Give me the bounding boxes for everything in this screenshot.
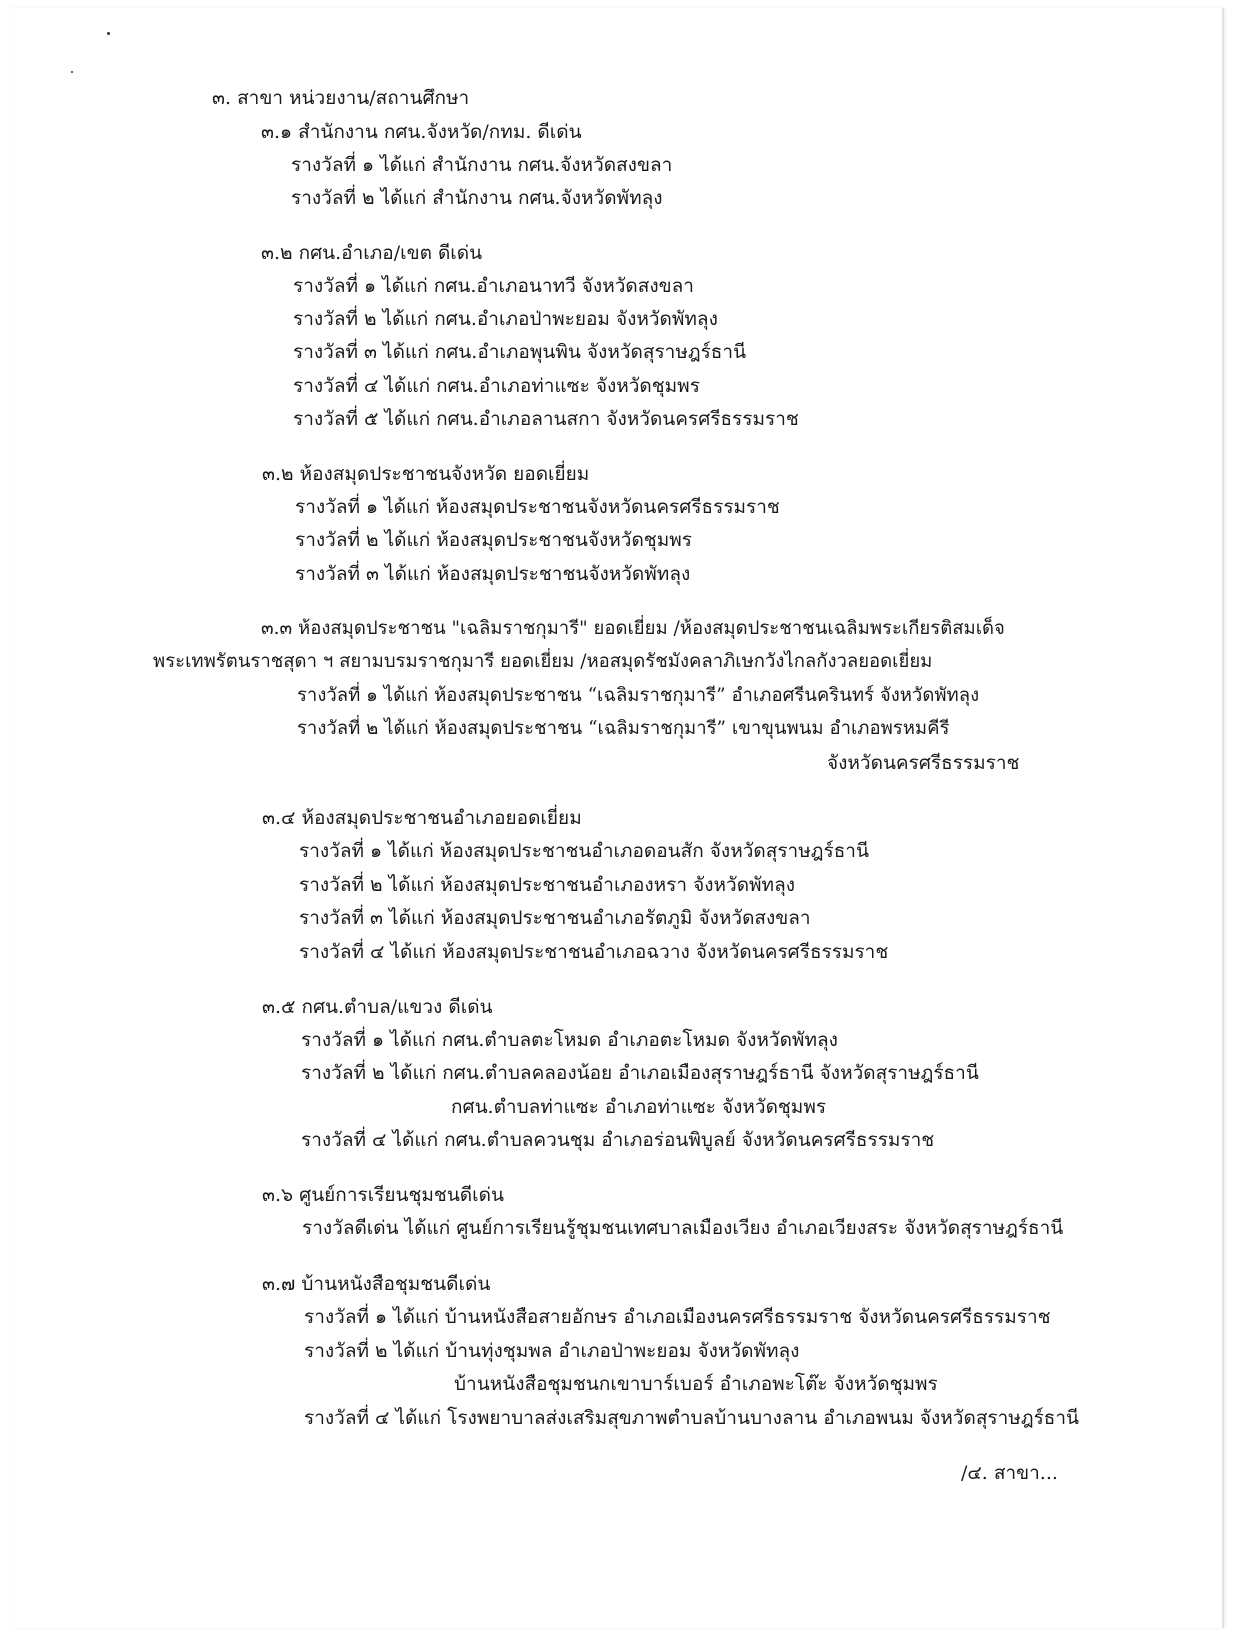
subsection-title: ๓.๒ ห้องสมุดประชาชนจังหวัด ยอดเยี่ยม bbox=[262, 463, 590, 485]
award-line: รางวัลที่ ๔ ได้แก่ กศน.อำเภอท่าแซะ จังหวัดชุมพร bbox=[293, 375, 700, 397]
award-line: รางวัลดีเด่น ได้แก่ ศูนย์การเรียนรู้ชุมชนเทศบาลเมืองเวียง อำเภอเวียงสระ จังหวัดสุราษฎร์ธานี bbox=[302, 1217, 1064, 1239]
page-continuation: /๔. สาขา... bbox=[961, 1462, 1058, 1484]
award-line-cont: บ้านหนังสือชุมชนกเขาบาร์เบอร์ อำเภอพะโต๊ะ จังหวัดชุมพร bbox=[454, 1373, 938, 1395]
award-line: รางวัลที่ ๒ ได้แก่ ห้องสมุดประชาชนจังหวัดชุมพร bbox=[295, 529, 692, 551]
award-line: รางวัลที่ ๑ ได้แก่ ห้องสมุดประชาชนอำเภอดอนสัก จังหวัดสุราษฎร์ธานี bbox=[299, 840, 869, 862]
section-heading: ๓. สาขา หน่วยงาน/สถานศึกษา bbox=[212, 87, 470, 109]
award-line: รางวัลที่ ๑ ได้แก่ กศน.อำเภอนาทวี จังหวัดสงขลา bbox=[293, 275, 694, 297]
award-line: รางวัลที่ ๒ ได้แก่ ห้องสมุดประชาชน “เฉลิมราชกุมารี” เขาขุนพนม อำเภอพรหมคีรี bbox=[297, 718, 950, 739]
award-line: รางวัลที่ ๒ ได้แก่ กศน.อำเภอป่าพะยอม จังหวัดพัทลุง bbox=[293, 308, 718, 330]
award-line: รางวัลที่ ๒ ได้แก่ กศน.ตำบลคลองน้อย อำเภอเมืองสุราษฎร์ธานี จังหวัดสุราษฎร์ธานี bbox=[301, 1062, 979, 1084]
award-line: รางวัลที่ ๑ ได้แก่ ห้องสมุดประชาชน “เฉลิมราชกุมารี” อำเภอศรีนครินทร์ จังหวัดพัทลุง bbox=[297, 685, 980, 706]
award-line: รางวัลที่ ๑ ได้แก่ บ้านหนังสือสายอักษร อำเภอเมืองนครศรีธรรมราช จังหวัดนครศรีธรรมราช bbox=[304, 1306, 1051, 1328]
scan-speck bbox=[71, 71, 73, 73]
award-line: รางวัลที่ ๕ ได้แก่ กศน.อำเภอลานสกา จังหวัดนครศรีธรรมราช bbox=[293, 408, 799, 430]
award-line: รางวัลที่ ๓ ได้แก่ กศน.อำเภอพุนพิน จังหวัดสุราษฎร์ธานี bbox=[293, 341, 747, 363]
award-line: รางวัลที่ ๔ ได้แก่ โรงพยาบาลส่งเสริมสุขภาพตำบลบ้านบางลาน อำเภอพนม จังหวัดสุราษฎร์ธานี bbox=[304, 1407, 1080, 1429]
subsection-title: ๓.๓ ห้องสมุดประชาชน "เฉลิมราชกุมารี" ยอดเยี่ยม /ห้องสมุดประชาชนเฉลิมพระเกียรติสมเด็จ bbox=[261, 618, 1005, 639]
award-line: รางวัลที่ ๓ ได้แก่ ห้องสมุดประชาชนอำเภอรัตภูมิ จังหวัดสงขลา bbox=[299, 907, 811, 929]
subsection-title: ๓.๗ บ้านหนังสือชุมชนดีเด่น bbox=[262, 1273, 491, 1295]
subsection-title-cont: พระเทพรัตนราชสุดา ฯ สยามบรมราชกุมารี ยอดเยี่ยม /หอสมุดรัชมังคลาภิเษกวังไกลกังวลยอดเยี่ยม bbox=[153, 651, 933, 672]
subsection-title: ๓.๕ กศน.ตำบล/แขวง ดีเด่น bbox=[262, 996, 493, 1018]
award-line-cont: กศน.ตำบลท่าแซะ อำเภอท่าแซะ จังหวัดชุมพร bbox=[451, 1096, 827, 1118]
award-line: รางวัลที่ ๑ ได้แก่ ห้องสมุดประชาชนจังหวัดนครศรีธรรมราช bbox=[295, 496, 780, 518]
award-line: รางวัลที่ ๒ ได้แก่ ห้องสมุดประชาชนอำเภองหรา จังหวัดพัทลุง bbox=[299, 874, 796, 896]
award-line: รางวัลที่ ๒ ได้แก่ สำนักงาน กศน.จังหวัดพัทลุง bbox=[291, 187, 663, 209]
award-line: รางวัลที่ ๒ ได้แก่ บ้านทุ่งชุมพล อำเภอป่าพะยอม จังหวัดพัทลุง bbox=[304, 1340, 800, 1362]
subsection-title: ๓.๒ กศน.อำเภอ/เขต ดีเด่น bbox=[261, 242, 483, 264]
subsection-title: ๓.๑ สำนักงาน กศน.จังหวัด/กทม. ดีเด่น bbox=[261, 121, 582, 143]
award-line: รางวัลที่ ๔ ได้แก่ กศน.ตำบลควนชุม อำเภอร่อนพิบูลย์ จังหวัดนครศรีธรรมราช bbox=[301, 1129, 935, 1151]
award-line: รางวัลที่ ๑ ได้แก่ กศน.ตำบลตะโหมด อำเภอตะโหมด จังหวัดพัทลุง bbox=[301, 1029, 838, 1051]
award-line: รางวัลที่ ๓ ได้แก่ ห้องสมุดประชาชนจังหวัดพัทลุง bbox=[295, 563, 691, 585]
document-page bbox=[10, 8, 1224, 1628]
award-line: รางวัลที่ ๔ ได้แก่ ห้องสมุดประชาชนอำเภอฉวาง จังหวัดนครศรีธรรมราช bbox=[299, 941, 889, 963]
scan-speck bbox=[107, 32, 110, 35]
subsection-title: ๓.๖ ศูนย์การเรียนชุมชนดีเด่น bbox=[262, 1184, 504, 1206]
award-line: รางวัลที่ ๑ ได้แก่ สำนักงาน กศน.จังหวัดสงขลา bbox=[291, 154, 673, 176]
award-line-cont: จังหวัดนครศรีธรรมราช bbox=[827, 752, 1020, 774]
subsection-title: ๓.๔ ห้องสมุดประชาชนอำเภอยอดเยี่ยม bbox=[262, 807, 582, 829]
